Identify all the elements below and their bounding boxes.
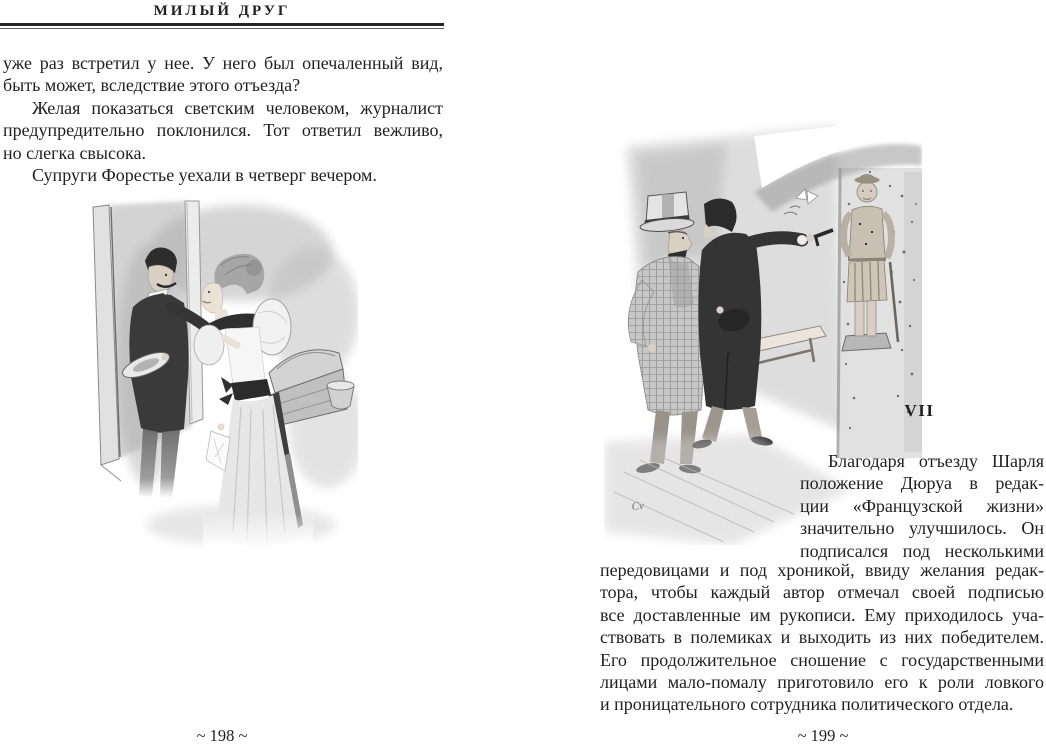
couple-farewell-at-door-illustration xyxy=(91,195,358,550)
running-header-title: МИЛЫЙ ДРУГ xyxy=(153,3,291,19)
text-line: быть может, вследствие этого отъезда? xyxy=(3,75,301,96)
left-page-text xyxy=(3,52,443,186)
text-line: все доставленные им рукописи. Ему приходилось уча- xyxy=(600,604,1044,625)
text-line: Его продолжительное сношение с государственными xyxy=(600,649,1044,670)
chapter-heading: VII xyxy=(904,401,935,420)
text-line: положение Дюруа в редак- xyxy=(800,473,1044,494)
page-number-left: ~ 198 ~ xyxy=(196,726,248,745)
engraver-signature: Cv xyxy=(631,499,645,513)
text-line: уже раз встретил у нее. У него был опечаленный вид, xyxy=(3,53,443,73)
right-page-text-wrapped xyxy=(800,450,1044,562)
text-line: но слегка свысока. xyxy=(3,142,146,163)
text-line: Благодаря отъезду Шарля xyxy=(828,451,1044,471)
text-line: лицами мало-помалу приготовило его к роли ловкого xyxy=(600,672,1044,693)
doorway-farewell-engraving xyxy=(91,195,358,550)
text-line: ции «Французской жизни» xyxy=(800,495,1044,516)
header-rule-thin xyxy=(0,28,444,29)
page-right xyxy=(600,0,1046,749)
right-page-text-full xyxy=(600,559,1044,716)
text-line: и проницательного сотрудника политического отдела. xyxy=(600,694,1014,715)
text-line: значительно улучшилось. Он xyxy=(800,518,1044,539)
text-line: тора, чтобы каждый автор отмечал своей подписью xyxy=(600,582,1044,603)
page-number-right: ~ 199 ~ xyxy=(797,726,849,745)
header-rule-thick xyxy=(0,23,444,26)
text-line: ствовать в полемиках и выходить из них победителем. xyxy=(600,627,1044,648)
page-left xyxy=(0,0,444,749)
text-line: Супруги Форестье уехали в четверг вечером. xyxy=(32,165,377,186)
text-line: предупредительно поклонился. Тот ответил вежливо, xyxy=(3,120,443,141)
text-line: подписался под несколькими xyxy=(800,540,1044,561)
text-line: передовицами и под хроникой, ввиду желания редак- xyxy=(600,560,1044,580)
text-line: Желая показаться светским человеком, журналист xyxy=(32,97,443,118)
